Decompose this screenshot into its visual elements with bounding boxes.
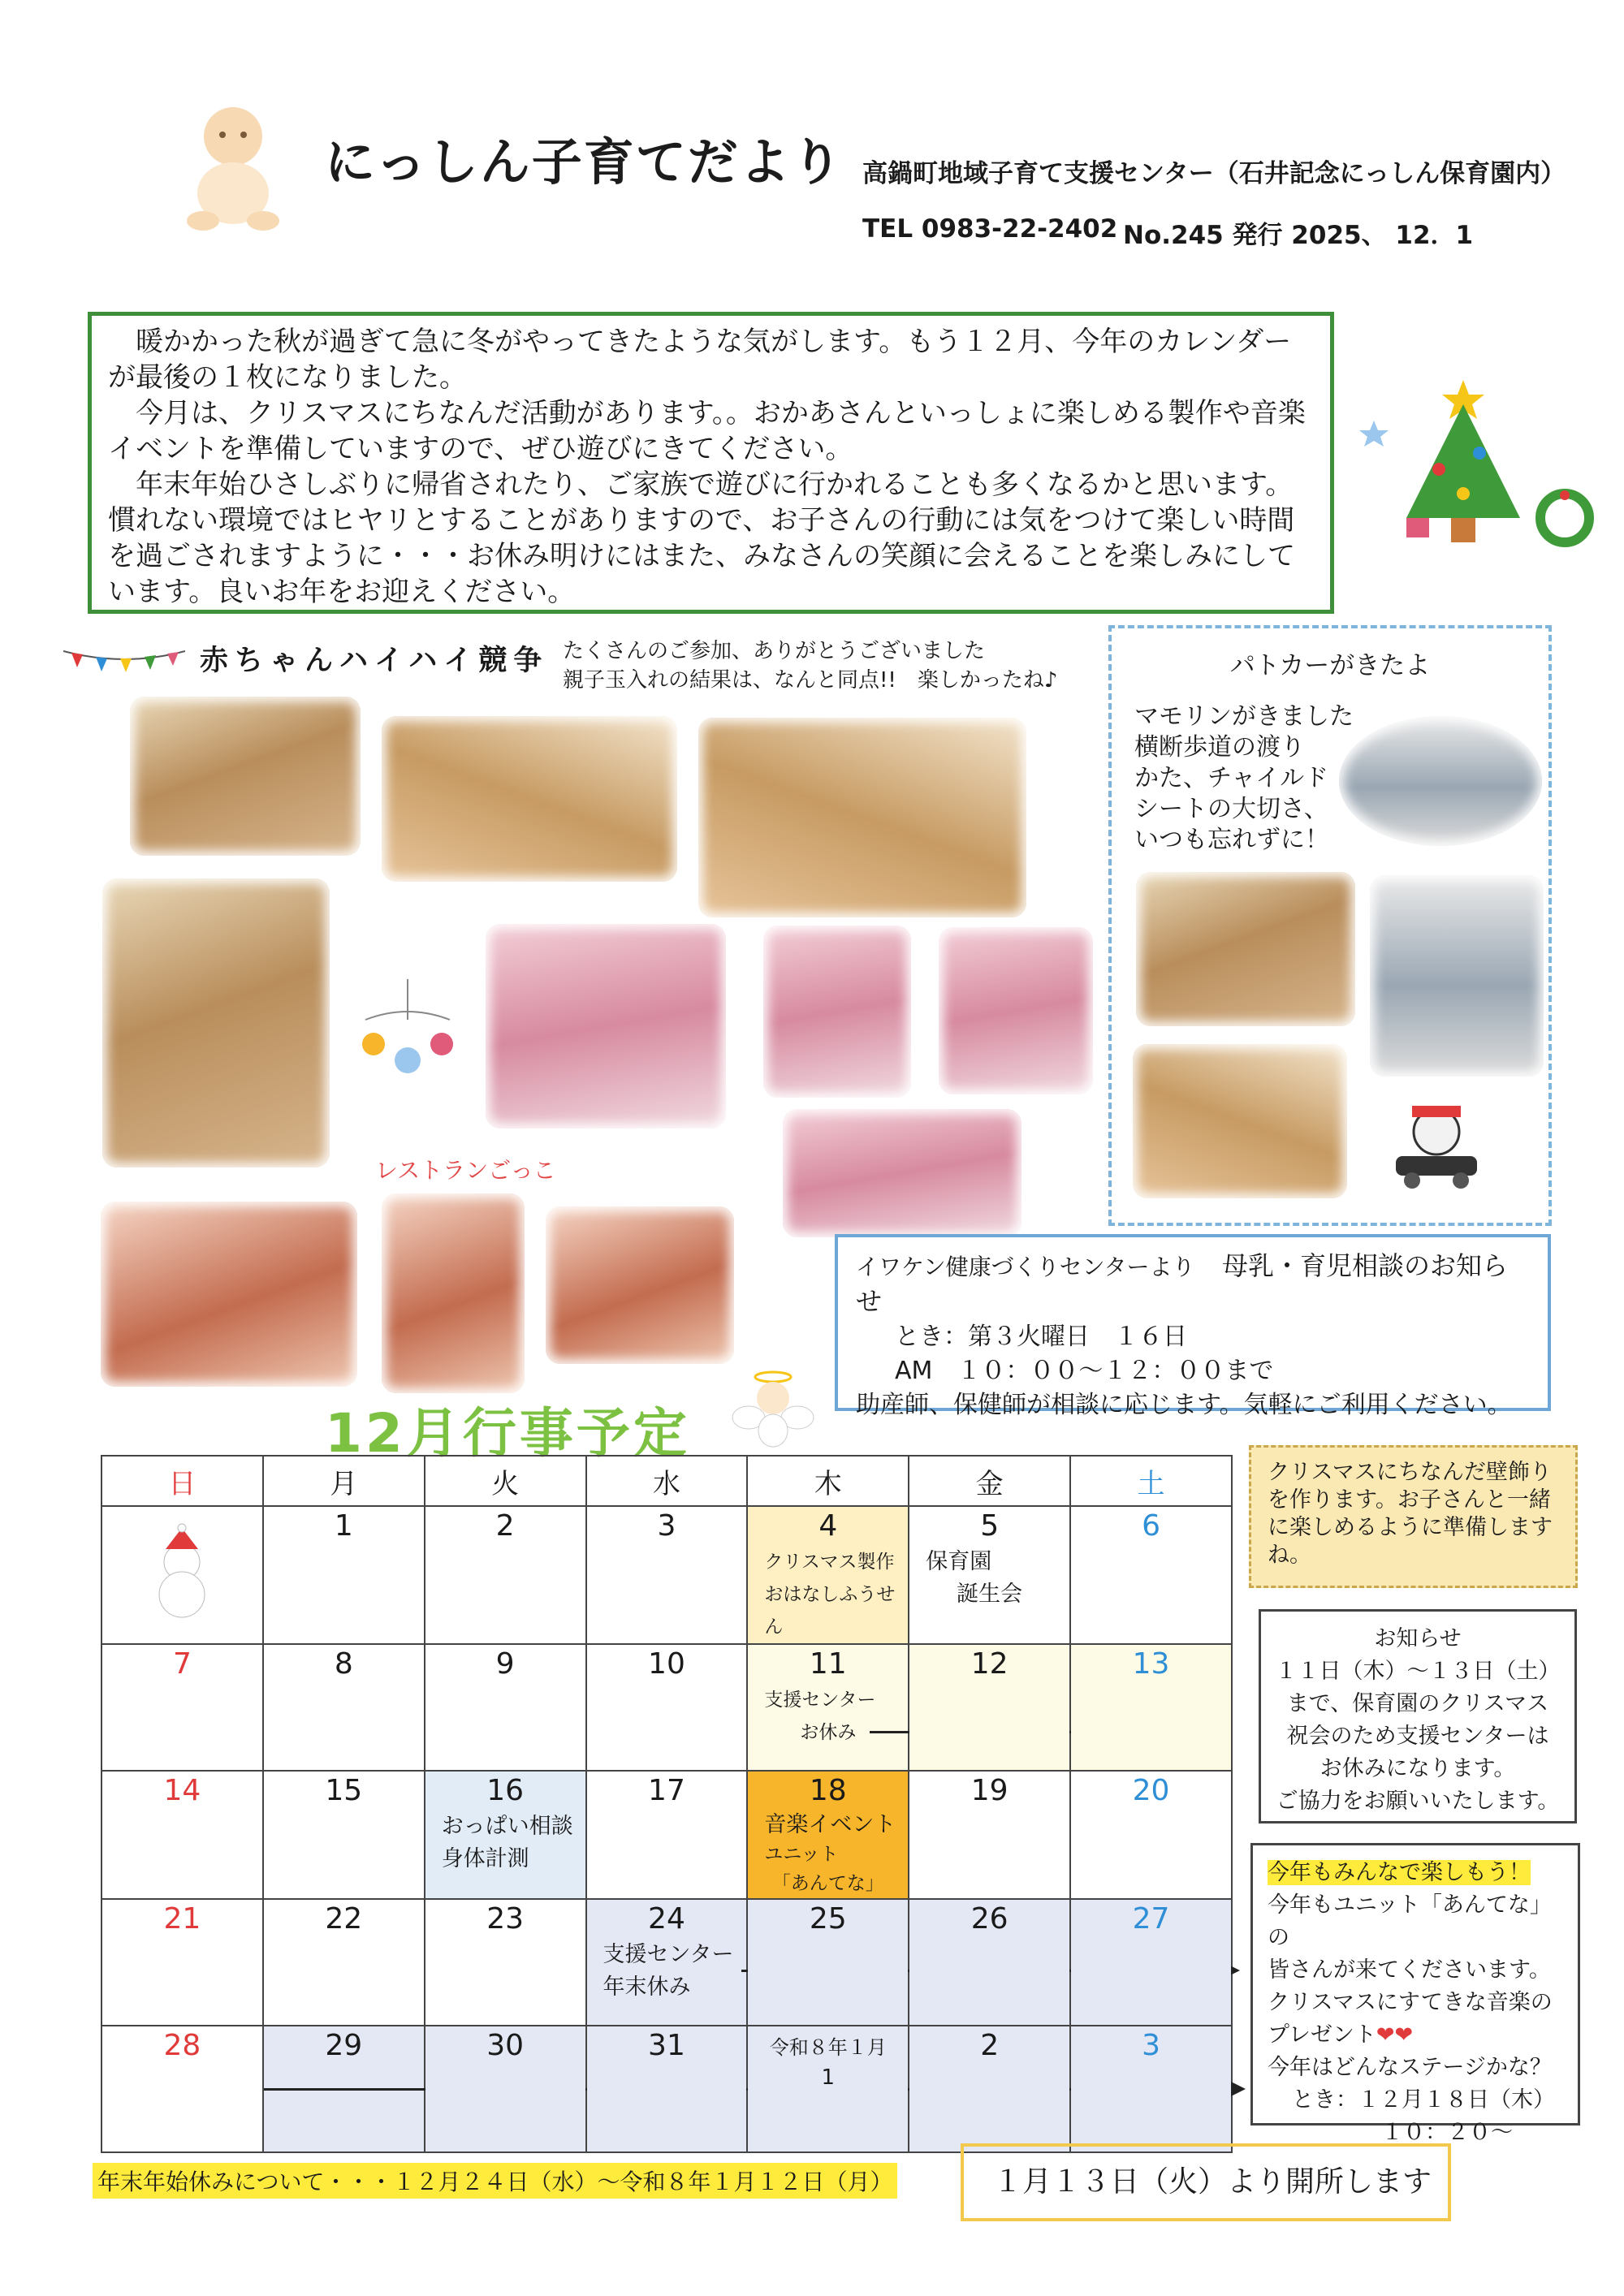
calendar-day-cell — [747, 1644, 909, 1771]
day-number: 19 — [970, 1774, 1009, 1807]
calendar-day-cell — [909, 1506, 1070, 1644]
photo — [101, 1202, 357, 1387]
calendar-day-cell — [263, 1506, 425, 1644]
photo — [382, 1193, 525, 1393]
photo — [698, 718, 1026, 917]
day-number: 21 — [163, 1902, 201, 1936]
calendar-day-cell — [747, 1771, 909, 1899]
phone-number: TEL 0983-22-2402 — [862, 214, 1118, 244]
day-number: 26 — [970, 1902, 1009, 1936]
day-number: 12 — [970, 1647, 1009, 1681]
music-question: 今年はどんなステージかな？ — [1268, 2055, 1552, 2080]
weekday-header: 土 — [1070, 1456, 1232, 1506]
intro-paragraph: 暖かかった秋が過ぎて急に冬がやってきたような気がします。もう１２月、今年のカレンダーが最後の１枚になりました。 — [108, 326, 1292, 394]
day-number: 23 — [486, 1902, 525, 1936]
calendar-day-cell — [747, 2026, 909, 2152]
event-label: クリスマス製作 — [764, 1552, 895, 1573]
event-label: 年末休み — [603, 1974, 691, 2000]
notice-box — [1259, 1609, 1577, 1823]
notice-line: まで、保育園のクリスマス — [1286, 1691, 1549, 1716]
photo — [486, 924, 726, 1129]
weekday-header: 木 — [747, 1456, 909, 1506]
day-number: 10 — [648, 1647, 685, 1681]
photo — [763, 926, 911, 1098]
weekday-header: 月 — [263, 1456, 425, 1506]
photo — [939, 927, 1093, 1094]
music-line: 今年もユニット「あんてな」の — [1268, 1892, 1552, 1950]
consult-header — [856, 1249, 1530, 1320]
event-label: 保育園 — [926, 1549, 992, 1574]
consult-when: とき：第３火曜日 １６日 — [895, 1323, 1187, 1351]
calendar-day-cell — [425, 1506, 586, 1644]
music-time: １０：２０～ — [1381, 2120, 1513, 2145]
notice-title: お知らせ — [1374, 1626, 1462, 1651]
calendar-day-cell — [586, 1771, 748, 1899]
day-number: 24 — [648, 1902, 685, 1936]
notice-line: 祝会のため支援センターは — [1286, 1724, 1549, 1749]
day-number: 11 — [809, 1647, 847, 1681]
calendar-day-cell — [102, 1899, 263, 2026]
consultation-notice — [835, 1234, 1551, 1419]
calendar-day-cell — [586, 1506, 748, 1644]
reopen-notice: １月１３日（火）より開所します — [961, 2143, 1451, 2221]
day-number: 13 — [1132, 1647, 1170, 1681]
christmas-tree-illustration — [1358, 372, 1601, 559]
calendar-week-row — [102, 1771, 1232, 1899]
day-number: 31 — [648, 2029, 685, 2062]
music-present: プレゼント — [1268, 2022, 1376, 2048]
angel-illustration — [728, 1361, 818, 1450]
newsletter-title: にっしん子育てだより — [325, 132, 844, 192]
mobile-toy-illustration — [349, 971, 466, 1093]
consult-time: AM １０：００～１２：００まで — [895, 1357, 1274, 1385]
day-number: 4 — [818, 1509, 838, 1543]
photo — [382, 716, 677, 882]
calendar-day-cell — [909, 1644, 1070, 1771]
calendar-day-cell — [586, 1644, 748, 1771]
photo — [1370, 875, 1544, 1077]
haihai-note — [563, 637, 1057, 695]
calendar-day-cell — [909, 1771, 1070, 1899]
calendar-week-row — [102, 1644, 1232, 1771]
photo — [102, 878, 330, 1167]
photo — [1136, 872, 1355, 1026]
day-number: 2 — [495, 1509, 515, 1543]
photo — [130, 697, 361, 856]
event-label: 音楽イベント — [764, 1812, 896, 1837]
event-label: おはなしふうせん — [764, 1584, 896, 1638]
calendar-week-row — [102, 2026, 1232, 2152]
intro-message-box — [88, 312, 1334, 614]
day-number: 5 — [980, 1509, 1000, 1543]
patrol-text-line: かた、チャイルド — [1134, 764, 1329, 792]
year-end-holiday-notice: 年末年始休みについて・・・１２月２４日（水）～令和８年１月１２日（月） — [93, 2163, 897, 2199]
music-line: 皆さんが来てくださいます。 — [1268, 1957, 1551, 1983]
calendar-day-cell — [586, 1899, 748, 2026]
haihai-note-line: たくさんのご参加、ありがとうございました — [563, 639, 986, 663]
events-title: 12月行事予定 — [325, 1402, 690, 1465]
snowman-santa-icon — [133, 1523, 231, 1621]
event-label: おっぱい相談 — [441, 1814, 573, 1839]
notice-line: お休みになります。 — [1320, 1756, 1516, 1781]
notice-line: １１日（木）～１３日（土） — [1275, 1659, 1561, 1684]
event-label: 支援センター — [603, 1942, 734, 1967]
event-label: 誕生会 — [957, 1582, 1023, 1607]
calendar-day-cell — [425, 1899, 586, 2026]
patrol-text — [1134, 701, 1354, 856]
photo — [783, 1109, 1021, 1237]
day-number: 14 — [163, 1774, 201, 1807]
day-number: 8 — [334, 1647, 353, 1681]
day-number: 2 — [980, 2029, 1000, 2062]
calendar-day-cell — [1070, 2026, 1232, 2152]
day-number: 16 — [486, 1774, 525, 1807]
day-number: 17 — [648, 1774, 685, 1807]
event-label: 令和８年１月 — [769, 2036, 887, 2059]
music-when: とき：１２月１８日（木） — [1292, 2087, 1555, 2113]
calendar-day-cell — [425, 2026, 586, 2152]
patrol-text-line: マモリンがきました — [1134, 702, 1354, 731]
weekday-header: 金 — [909, 1456, 1070, 1506]
organization-name: 高鍋町地域子育て支援センター（石井記念にっしん保育園内） — [862, 159, 1566, 188]
police-mascot-illustration — [1380, 1099, 1501, 1197]
photo — [1133, 1044, 1347, 1198]
weekday-header: 火 — [425, 1456, 586, 1506]
flag-bunting-icon — [63, 643, 185, 684]
day-number: 30 — [486, 2029, 525, 2062]
calendar-day-cell — [1070, 1899, 1232, 2026]
calendar-day-cell — [263, 1644, 425, 1771]
patrol-text-line: いつも忘れずに！ — [1134, 826, 1329, 854]
restaurant-label: レストランごっこ — [375, 1157, 556, 1184]
event-label: 「あんてな」 — [771, 1873, 884, 1894]
day-number: 6 — [1142, 1509, 1160, 1543]
christmas-decoration-note: クリスマスにちなんだ壁飾りを作ります。お子さんと一緒に楽しめるように準備しますね。 — [1249, 1445, 1578, 1588]
calendar-day-cell — [102, 1644, 263, 1771]
photo — [546, 1206, 734, 1364]
calendar-day-cell — [102, 2026, 263, 2152]
haihai-title: 赤ちゃんハイハイ競争 — [200, 645, 549, 677]
calendar-day-cell — [263, 1899, 425, 2026]
calendar-day-cell — [102, 1771, 263, 1899]
day-number: 22 — [325, 1902, 363, 1936]
music-headline: 今年もみんなで楽しもう！ — [1268, 1860, 1531, 1885]
calendar-week-row — [102, 1506, 1232, 1644]
heart-icon: ❤❤ — [1376, 2022, 1414, 2048]
calendar-day-cell — [102, 1506, 263, 1644]
day-number: 20 — [1132, 1774, 1170, 1807]
calendar-day-cell — [909, 1899, 1070, 2026]
december-calendar — [101, 1455, 1233, 2153]
weekday-header: 日 — [102, 1456, 263, 1506]
music-present-line — [1268, 2019, 1563, 2052]
intro-paragraph: 今月は、クリスマスにちなんだ活動があります。。おかあさんといっしょに楽しめる製作や音楽イベントを準備していますので、ぜひ遊びにきてください。 — [108, 397, 1306, 465]
calendar-day-cell — [263, 2026, 425, 2152]
patrol-text-line: シートの大切さ、 — [1134, 795, 1328, 823]
day-number: 3 — [1142, 2029, 1160, 2062]
music-line: クリスマスにすてきな音楽の — [1268, 1990, 1553, 2015]
weekday-header: 水 — [586, 1456, 748, 1506]
event-label: お休み — [800, 1722, 857, 1743]
calendar-day-cell — [1070, 1644, 1232, 1771]
calendar-day-cell — [747, 1899, 909, 2026]
music-event-box — [1250, 1843, 1580, 2145]
event-label: ユニット — [764, 1844, 839, 1865]
day-number: 3 — [657, 1509, 676, 1543]
patrol-title: パトカーがきたよ — [1229, 651, 1431, 680]
patrol-text-line: 横断歩道の渡り — [1134, 733, 1305, 762]
consult-desc: 助産師、保健師が相談に応じます。気軽にご利用ください。 — [856, 1391, 1512, 1419]
day-number: 15 — [325, 1774, 363, 1807]
day-number: 1 — [821, 2065, 836, 2090]
day-number: 27 — [1132, 1902, 1170, 1936]
calendar-day-cell — [909, 2026, 1070, 2152]
haihai-note-line: 親子玉入れの結果は、なんと同点!! 楽しかったね♪ — [563, 668, 1058, 693]
photo — [1339, 716, 1542, 846]
day-number: 9 — [495, 1647, 515, 1681]
calendar-week-row — [102, 1899, 1232, 2026]
day-number: 18 — [809, 1774, 847, 1807]
calendar-header-row — [102, 1456, 1232, 1506]
day-number: 28 — [163, 2029, 201, 2062]
calendar-day-cell — [425, 1644, 586, 1771]
day-number: 25 — [809, 1902, 847, 1936]
patrol-car-box — [1108, 625, 1552, 1226]
calendar-day-cell — [747, 1506, 909, 1644]
day-number: 29 — [325, 2029, 363, 2062]
consult-heading: 母乳・育児相談のお知らせ — [856, 1250, 1509, 1317]
calendar-day-cell — [1070, 1771, 1232, 1899]
event-label: 支援センター — [764, 1690, 876, 1711]
baby-illustration — [172, 97, 294, 235]
calendar-day-cell — [1070, 1506, 1232, 1644]
issue-info: No.245 発行 2025、 12．1 — [1123, 221, 1474, 250]
event-label: 身体計測 — [441, 1846, 529, 1871]
consult-source: イワケン健康づくりセンターより — [856, 1254, 1195, 1280]
calendar-day-cell — [586, 2026, 748, 2152]
day-number: 7 — [172, 1647, 192, 1681]
calendar-day-cell — [425, 1771, 586, 1899]
intro-paragraph: 年末年始ひさしぶりに帰省されたり、ご家族で遊びに行かれることも多くなるかと思います。慣れない環境ではヒヤリとすることがありますので、お子さんの行動には気をつけて楽しい時間を過ごされますように・・・お休み明けにはまた、みなさんの笑顔に会えることを楽しみにしています。良いお年をお迎えください。 — [108, 468, 1295, 608]
calendar-day-cell — [263, 1771, 425, 1899]
day-number: 1 — [334, 1509, 353, 1543]
notice-line: ご協力をお願いいたします。 — [1276, 1789, 1560, 1814]
